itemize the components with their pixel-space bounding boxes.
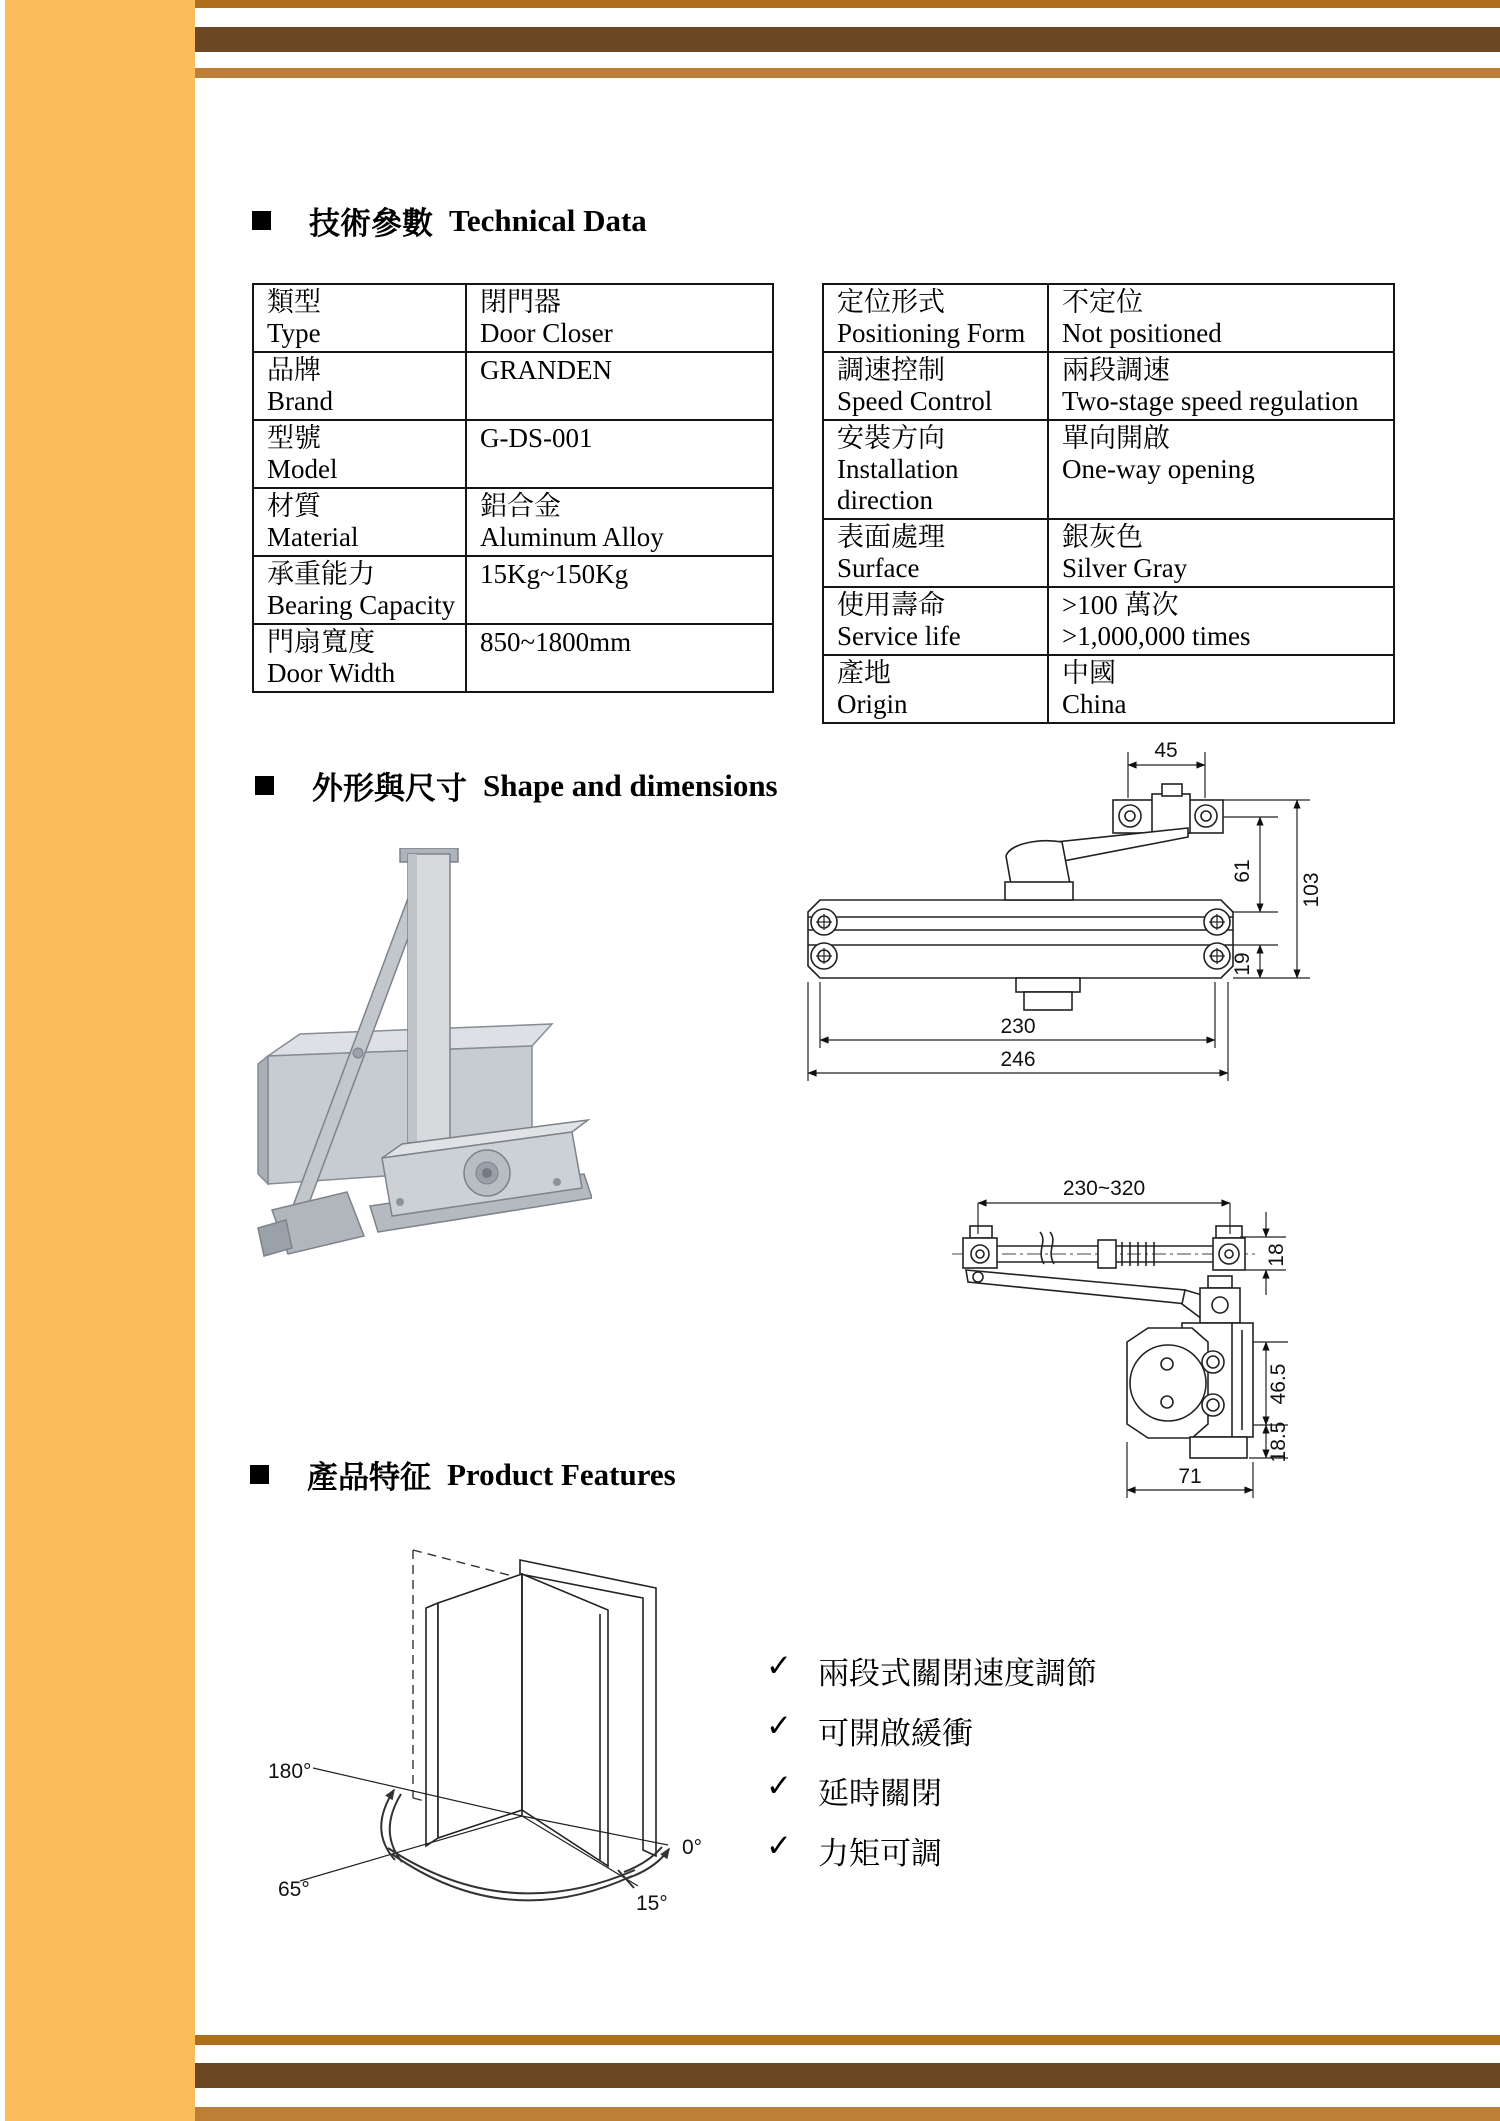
spec-label-cell xyxy=(823,587,1048,655)
left-accent-band xyxy=(5,0,195,2121)
heading-zh: 技術參數 xyxy=(309,206,433,241)
heading-en: Shape and dimensions xyxy=(483,767,778,803)
value-en: Door Closer xyxy=(480,318,613,348)
value-zh: 15Kg~150Kg xyxy=(480,559,629,589)
label-en: Door Width xyxy=(267,658,396,688)
bottom-stripe-light-brown xyxy=(195,2107,1500,2121)
bottom-stripe-gold xyxy=(195,2035,1500,2045)
spec-label-cell xyxy=(253,624,466,692)
value-en xyxy=(480,590,768,621)
feature-item xyxy=(766,1648,1097,1691)
spec-value-cell xyxy=(1048,519,1394,587)
spec-value-cell xyxy=(466,352,773,420)
label-en: Service life xyxy=(837,621,961,651)
slide-channel-arm xyxy=(400,848,458,1142)
check-icon: ✓ xyxy=(766,1828,792,1864)
spec-value-cell xyxy=(1048,587,1394,655)
spec-label-cell xyxy=(823,519,1048,587)
value-en xyxy=(480,454,768,485)
value-zh: 閉門器 xyxy=(480,287,561,317)
feature-item xyxy=(766,1828,1097,1871)
value-zh: 銀灰色 xyxy=(1062,522,1143,552)
label-zh: 定位形式 xyxy=(837,287,945,317)
value-zh: GRANDEN xyxy=(480,355,612,385)
top-stripe-dark-brown xyxy=(195,27,1500,52)
label-en: Material xyxy=(267,522,359,552)
table-row xyxy=(253,556,773,624)
dimension-drawing-top-view xyxy=(950,1170,1310,1510)
spec-value-cell xyxy=(1048,284,1394,352)
value-zh: 中國 xyxy=(1062,658,1116,688)
spec-value-cell xyxy=(466,420,773,488)
spec-label-cell xyxy=(253,284,466,352)
value-en xyxy=(480,658,768,689)
label-zh: 調速控制 xyxy=(837,355,945,385)
value-zh: 兩段調速 xyxy=(1062,355,1170,385)
value-en: Not positioned xyxy=(1062,318,1222,348)
check-icon: ✓ xyxy=(766,1648,792,1684)
label-en: Model xyxy=(267,454,338,484)
section-heading-shape-dimensions xyxy=(255,763,778,808)
dimension-61 xyxy=(1223,817,1278,912)
check-icon: ✓ xyxy=(766,1708,792,1744)
technical-data-table-left xyxy=(252,283,774,693)
label-en: Positioning Form xyxy=(837,318,1026,348)
value-en: Aluminum Alloy xyxy=(480,522,664,552)
dim-label-230: 230 xyxy=(1000,1015,1036,1038)
spec-label-cell xyxy=(253,488,466,556)
angle-label-0: 0° xyxy=(682,1836,703,1859)
heading-en: Product Features xyxy=(447,1456,676,1492)
section-bullet-icon xyxy=(252,211,271,230)
feature-list xyxy=(766,1648,1097,1888)
spec-label-cell xyxy=(823,352,1048,420)
spec-value-cell xyxy=(1048,420,1394,519)
closer-body-outline xyxy=(808,900,1233,1010)
section-heading-technical-data xyxy=(252,198,647,243)
label-zh: 承重能力 xyxy=(267,559,375,589)
bottom-stripe-dark-brown xyxy=(195,2063,1500,2088)
label-zh: 品牌 xyxy=(267,355,321,385)
dim-label-46-5: 46.5 xyxy=(1267,1363,1290,1405)
spec-label-cell xyxy=(823,655,1048,723)
arm-linkage xyxy=(1005,828,1188,900)
feature-text: 可開啟緩衝 xyxy=(817,1716,973,1751)
spec-label-cell xyxy=(253,556,466,624)
spec-value-cell xyxy=(466,556,773,624)
value-zh: 單向開啟 xyxy=(1062,423,1170,453)
heading-zh: 外形與尺寸 xyxy=(312,771,467,806)
spec-value-cell xyxy=(466,624,773,692)
table-row xyxy=(253,624,773,692)
value-zh: G-DS-001 xyxy=(480,423,593,453)
table-row xyxy=(823,655,1394,723)
top-stripe-light-brown xyxy=(195,68,1500,78)
feature-text: 延時關閉 xyxy=(817,1776,942,1811)
value-zh: 不定位 xyxy=(1062,287,1143,317)
product-photo-illustration xyxy=(252,848,592,1258)
angle-label-15: 15° xyxy=(636,1892,668,1915)
table-row xyxy=(253,352,773,420)
dim-label-103: 103 xyxy=(1300,872,1323,908)
table-row xyxy=(823,284,1394,352)
label-zh: 產地 xyxy=(837,658,891,688)
value-en xyxy=(480,386,768,417)
dimension-drawing-side-view xyxy=(800,738,1340,1098)
section-bullet-icon xyxy=(255,776,274,795)
table-row xyxy=(253,284,773,352)
spec-label-cell xyxy=(253,420,466,488)
spec-value-cell xyxy=(466,284,773,352)
feature-item xyxy=(766,1768,1097,1811)
label-zh: 安裝方向 xyxy=(837,423,945,453)
dim-label-18-5: 18.5 xyxy=(1267,1421,1290,1463)
top-stripe-gold xyxy=(195,0,1500,8)
table-row xyxy=(253,420,773,488)
label-zh: 類型 xyxy=(267,287,321,317)
label-en: Installation direction xyxy=(837,454,959,515)
label-en: Speed Control xyxy=(837,386,993,416)
feature-item xyxy=(766,1708,1097,1751)
label-zh: 型號 xyxy=(267,423,321,453)
heading-en: Technical Data xyxy=(449,202,647,238)
label-zh: 門扇寬度 xyxy=(267,627,375,657)
label-en: Type xyxy=(267,318,321,348)
dim-label-19: 19 xyxy=(1231,952,1254,976)
foot-bracket xyxy=(258,1192,364,1256)
table-row xyxy=(823,420,1394,519)
table-row xyxy=(253,488,773,556)
technical-data-table-right xyxy=(822,283,1395,724)
dimension-19 xyxy=(1231,945,1278,978)
label-zh: 表面處理 xyxy=(837,522,945,552)
dim-label-246: 246 xyxy=(1000,1048,1036,1071)
check-icon: ✓ xyxy=(766,1768,792,1804)
dim-label-45: 45 xyxy=(1154,739,1178,762)
door-swing-diagram xyxy=(238,1548,718,1978)
label-en: Bearing Capacity xyxy=(267,590,456,620)
dimension-103 xyxy=(1223,800,1323,978)
section-heading-product-features xyxy=(250,1452,676,1497)
heading-zh: 產品特征 xyxy=(307,1460,431,1495)
spec-label-cell xyxy=(823,284,1048,352)
value-en: Two-stage speed regulation xyxy=(1062,386,1359,416)
label-en: Origin xyxy=(837,689,908,719)
dim-label-18: 18 xyxy=(1265,1243,1288,1267)
value-en: One-way opening xyxy=(1062,454,1255,484)
spec-value-cell xyxy=(1048,655,1394,723)
value-zh: 鋁合金 xyxy=(480,491,561,521)
label-en: Brand xyxy=(267,386,333,416)
feature-text: 兩段式關閉速度調節 xyxy=(817,1656,1097,1691)
value-en: China xyxy=(1062,689,1127,719)
value-en: Silver Gray xyxy=(1062,553,1188,583)
dimension-230-320 xyxy=(978,1177,1230,1234)
label-zh: 使用壽命 xyxy=(837,590,945,620)
dimension-46-5 xyxy=(1253,1342,1290,1425)
angle-label-180: 180° xyxy=(268,1760,312,1783)
dim-label-61: 61 xyxy=(1231,859,1254,883)
value-zh: 850~1800mm xyxy=(480,627,632,657)
label-zh: 材質 xyxy=(267,491,321,521)
table-row xyxy=(823,587,1394,655)
value-zh: >100 萬次 xyxy=(1062,590,1179,620)
spec-value-cell xyxy=(466,488,773,556)
table-row xyxy=(823,352,1394,420)
spec-value-cell xyxy=(1048,352,1394,420)
label-en: Surface xyxy=(837,553,920,583)
angle-label-65: 65° xyxy=(278,1878,310,1901)
value-en: >1,000,000 times xyxy=(1062,621,1251,651)
spec-label-cell xyxy=(823,420,1048,519)
dim-label-71: 71 xyxy=(1178,1465,1202,1488)
table-row xyxy=(823,519,1394,587)
section-bullet-icon xyxy=(250,1465,269,1484)
dimension-18-5 xyxy=(1249,1422,1290,1463)
spec-label-cell xyxy=(253,352,466,420)
feature-text: 力矩可調 xyxy=(817,1836,942,1871)
dim-label-230-320: 230~320 xyxy=(1062,1177,1146,1200)
mounting-bracket xyxy=(1113,784,1223,833)
